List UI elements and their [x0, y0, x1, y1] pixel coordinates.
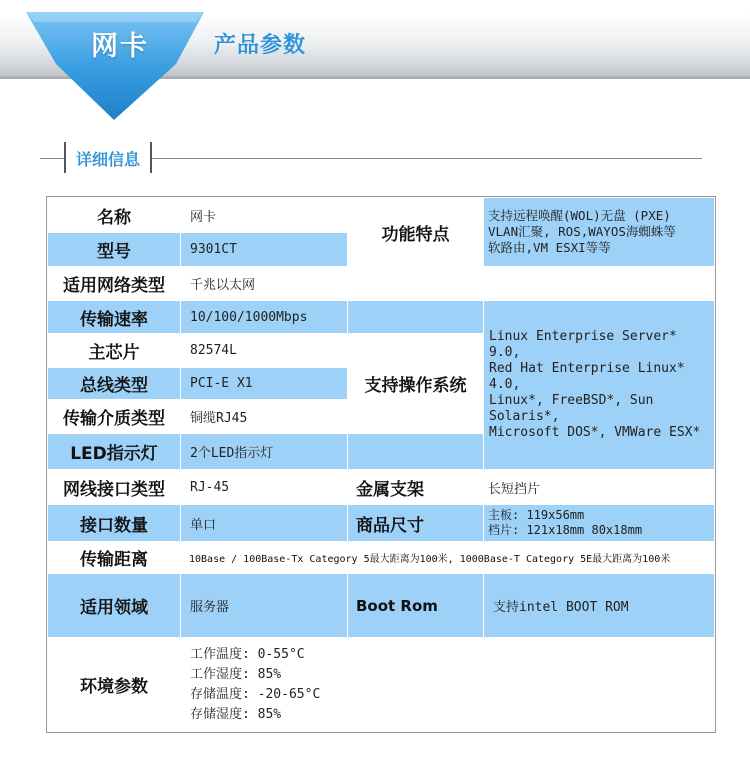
table-row — [48, 470, 715, 505]
domain-value: 服务器 — [181, 574, 348, 638]
bracket-label: 金属支架 — [348, 470, 484, 505]
boot-rom-label: Boot Rom — [348, 574, 484, 638]
domain-label: 适用领域 — [48, 574, 181, 638]
table-row — [48, 542, 715, 574]
boot-rom-value: 支持intel BOOT ROM — [484, 574, 715, 638]
table-row — [48, 574, 715, 638]
empty-cell — [484, 267, 715, 301]
chip-label: 主芯片 — [48, 334, 181, 368]
detail-title: 详细信息 — [66, 149, 150, 171]
features-value: 支持远程唤醒(WOL)无盘 (PXE) VLAN汇聚, ROS,WAYOS海蜘蛛等 软路由,VM ESXI等等 — [484, 198, 715, 267]
table-row — [48, 267, 715, 301]
empty-cell — [348, 301, 484, 334]
table-row — [48, 505, 715, 542]
name-label: 名称 — [48, 198, 181, 233]
speed-label: 传输速率 — [48, 301, 181, 334]
port-count-label: 接口数量 — [48, 505, 181, 542]
port-type-value: RJ-45 — [181, 470, 348, 505]
chip-value: 82574L — [181, 334, 348, 368]
size-label: 商品尺寸 — [348, 505, 484, 542]
port-count-value: 单口 — [181, 505, 348, 542]
features-label: 功能特点 — [348, 198, 484, 267]
bus-label: 总线类型 — [48, 368, 181, 400]
bus-value: PCI-E X1 — [181, 368, 348, 400]
name-value: 网卡 — [181, 198, 348, 233]
model-value: 9301CT — [181, 233, 348, 267]
table-row — [48, 638, 715, 732]
table-row — [48, 198, 715, 233]
model-label: 型号 — [48, 233, 181, 267]
led-label: LED指示灯 — [48, 434, 181, 470]
empty-cell — [348, 638, 715, 732]
spec-table — [47, 197, 715, 732]
led-value: 2个LED指示灯 — [181, 434, 348, 470]
distance-value: 10Base / 100Base-Tx Category 5最大距离为100米, 1000Base-T Category 5E最大距离为100米 — [181, 542, 715, 574]
size-value: 主板: 119x56mm 档片: 121x18mm 80x18mm — [484, 505, 715, 542]
table-row — [48, 301, 715, 334]
detail-bracket-right — [150, 142, 152, 173]
network-type-value: 千兆以太网 — [181, 267, 348, 301]
network-type-label: 适用网络类型 — [48, 267, 181, 301]
port-type-label: 网线接口类型 — [48, 470, 181, 505]
section-title: 产品参数 — [214, 33, 307, 58]
medium-value: 铜缆RJ45 — [181, 400, 348, 434]
empty-cell — [348, 267, 484, 301]
tab-title: 网卡 — [91, 31, 149, 62]
os-label: 支持操作系统 — [348, 334, 484, 434]
empty-cell — [348, 434, 484, 470]
bracket-value: 长短挡片 — [484, 470, 715, 505]
medium-label: 传输介质类型 — [48, 400, 181, 434]
environment-label: 环境参数 — [48, 638, 181, 732]
speed-value: 10/100/1000Mbps — [181, 301, 348, 334]
os-value: Linux Enterprise Server* 9.0, Red Hat Enterprise Linux* 4.0, Linux*, FreeBSD*, Sun Solaris*, Microsoft DOS*, VMWare ESX* — [484, 301, 715, 470]
environment-value: 工作温度: 0-55°C 工作湿度: 85% 存储温度: -20-65°C 存储湿度: 85% — [181, 638, 348, 732]
distance-label: 传输距离 — [48, 542, 181, 574]
